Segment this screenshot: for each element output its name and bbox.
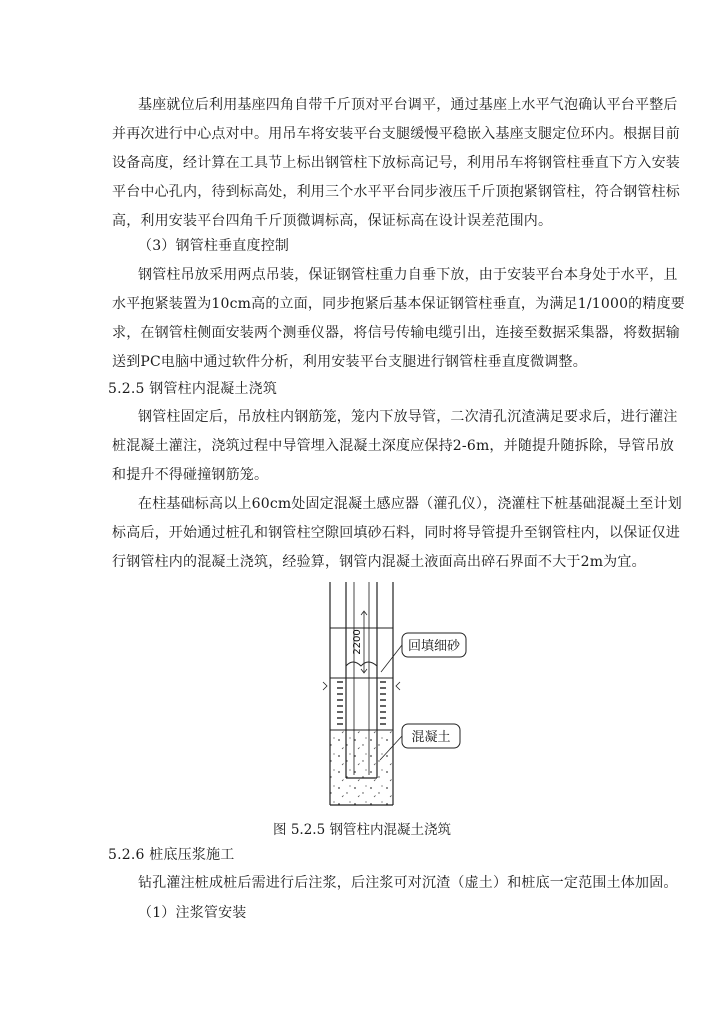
paragraph-line: 基座就位后利用基座四角自带千斤顶对平台调平，通过基座上水平气泡确认平台平整后: [138, 97, 678, 113]
concrete-surface-in-column: [346, 662, 377, 666]
paragraph-line: 桩混凝土灌注，浇筑过程中导管埋入混凝土深度应保持2-6m，并随提升随拆除，导管吊放: [112, 438, 675, 454]
paragraph-line: 行钢管柱内的混凝土浇筑，经验算，钢管内混凝土液面高出碎石界面不大于2m为宜。: [112, 554, 646, 570]
paragraph-line: 钢管柱吊放采用两点吊装，保证钢管柱重力自垂下放，由于安装平台本身处于水平，且: [138, 267, 678, 283]
section-heading: 5.2.5 钢管柱内混凝土浇筑: [108, 381, 278, 397]
paragraph-line: 钢管柱固定后，吊放柱内钢筋笼，笼内下放导管，二次清孔沉渣满足要求后，进行灌注: [138, 409, 678, 425]
paragraph-line: 标高后，开始通过桩孔和钢管柱空隙回填砂石料，同时将导管提升至钢管柱内，以保证仅进: [112, 525, 680, 541]
paragraph-line: 求，在钢管柱侧面安装两个测垂仪器，将信号传输电缆引出，连接至数据采集器，将数据输: [112, 325, 680, 341]
label-sand-text: 回填细砂: [407, 639, 461, 654]
break-mark: [323, 682, 400, 690]
figure-caption: 图 5.2.5 钢管柱内混凝土浇筑: [273, 822, 451, 838]
subheading: （1）注浆管安装: [138, 905, 247, 921]
paragraph-line: 设备高度，经计算在工具节上标出钢管柱下放标高记号，利用吊车将钢管柱垂直下方入安装: [112, 155, 680, 171]
paragraph-line: 平台中心孔内，待到标高处，利用三个水平平台同步液压千斤顶抱紧钢管柱，符合钢管柱标: [112, 184, 680, 200]
paragraph-line: 并再次进行中心点对中。用吊车将安装平台支腿缓慢平稳嵌入基座支腿定位环内。根据目前: [112, 126, 680, 142]
paragraph-line: 和提升不得碰撞钢筋笼。: [112, 467, 269, 483]
concrete-fill: [330, 730, 393, 805]
label-concrete-text: 混凝土: [411, 730, 451, 745]
paragraph-line: 送到PC电脑中通过软件分析，利用安装平台支腿进行钢管柱垂直度微调整。: [112, 354, 587, 370]
sand-fill-hatching: [337, 682, 386, 724]
dimension-text: 2200: [352, 629, 363, 655]
paragraph-line: 水平抱紧装置为10cm高的立面，同步抱紧后基本保证钢管柱垂直，为满足1/1000的精度要: [112, 296, 685, 312]
subheading: （3）钢管柱垂直度控制: [138, 238, 290, 254]
paragraph-line: 钻孔灌注桩成桩后需进行后注浆，后注浆可对沉渣（虚土）和桩底一定范围土体加固。: [138, 875, 678, 891]
section-heading: 5.2.6 桩底压浆施工: [108, 847, 235, 863]
paragraph-line: 高，利用安装平台四角千斤顶微调标高，保证标高在设计误差范围内。: [112, 213, 553, 229]
paragraph-line: 在柱基础标高以上60cm处固定混凝土感应器（灌孔仪），浇灌柱下桩基础混凝土至计划: [138, 496, 682, 512]
leader-line-sand: [381, 645, 402, 672]
